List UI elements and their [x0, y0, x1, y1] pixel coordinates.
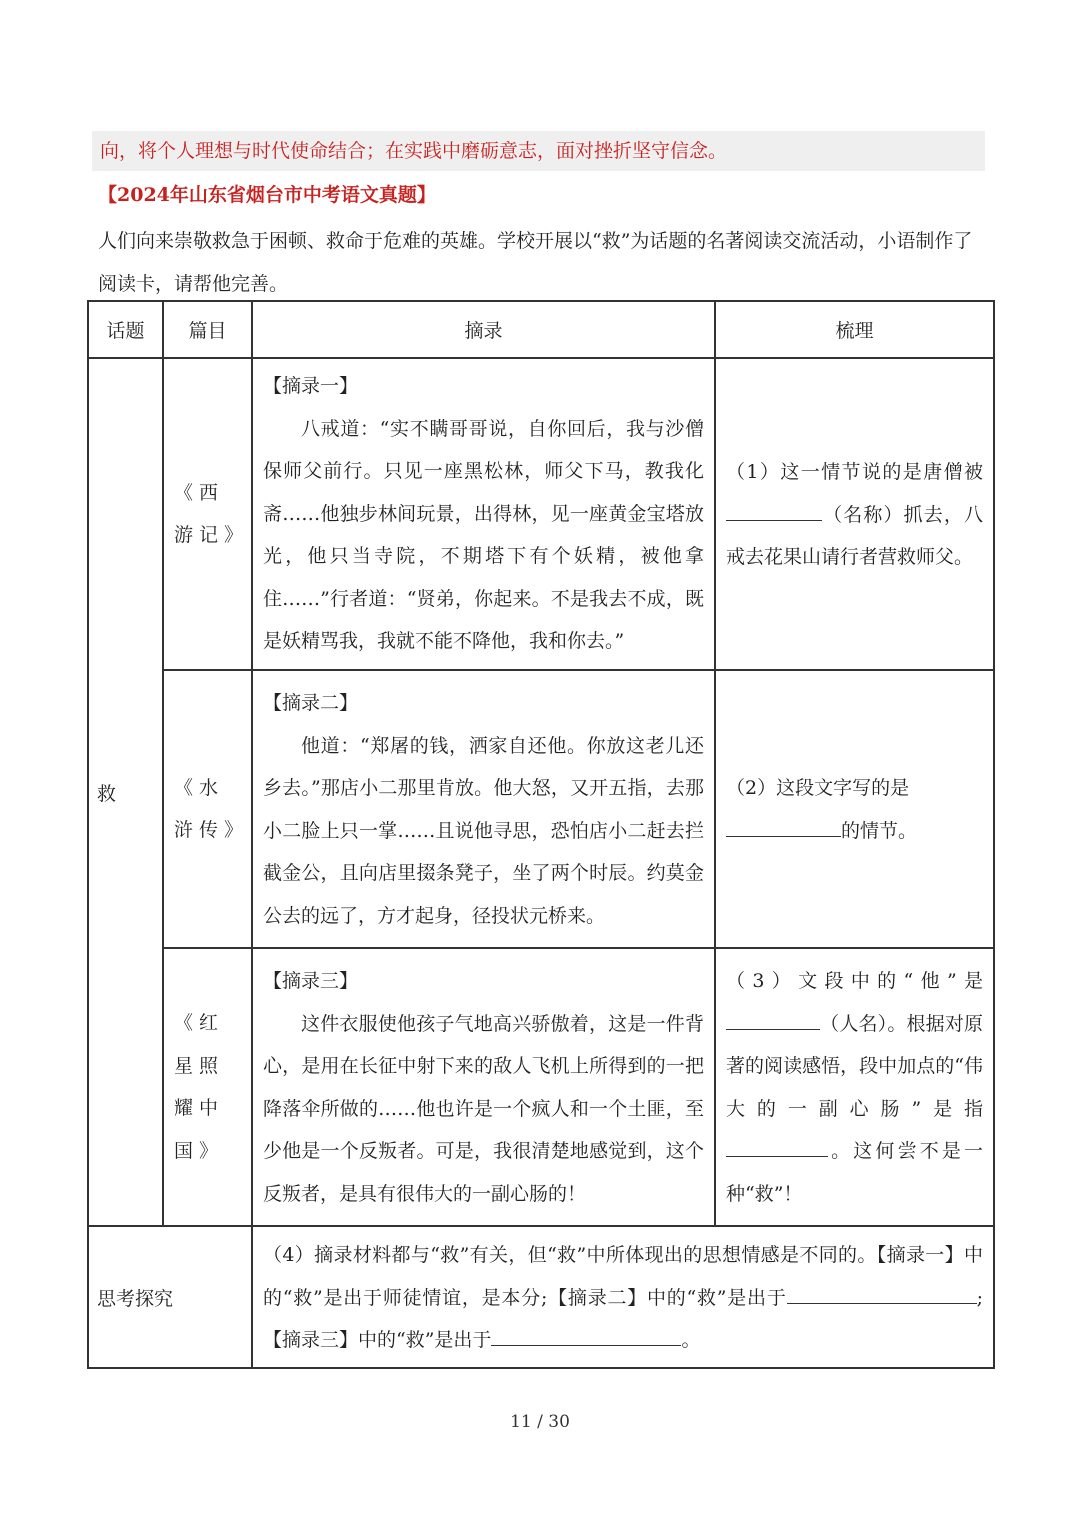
question-1-text-end: （名称）抓去，八戒去花果山请行者营救师父。	[726, 503, 983, 568]
analysis-cell-1	[716, 451, 993, 579]
topic-cell: 救	[97, 782, 117, 805]
header-book: 篇目	[188, 320, 227, 342]
excerpt-label: 【摘录三】	[263, 970, 359, 992]
question-4-text: （4）摘录材料都与“救”有关，但“救”中所体现出的思想情感是不同的。【摘录一】中的“救”是出于师徒情谊，是本分;【摘录二】中的“救”是出于	[263, 1244, 983, 1309]
answer-blank-4a[interactable]	[787, 1281, 977, 1304]
header-analysis: 梳理	[835, 320, 874, 342]
reflection-cell	[253, 1234, 993, 1362]
page-number: 11 / 30	[510, 1412, 570, 1432]
question-2-text: （2）这段文字写的是	[726, 777, 910, 799]
book-cell-journey-west	[164, 359, 251, 669]
excerpt-cell-3	[253, 960, 714, 1215]
question-3-text: （3）文段中的“他”是	[726, 970, 983, 992]
reflection-label: 思考探究	[97, 1287, 174, 1310]
question-3-text-mid: （人名）。根据对原著的阅读感悟，段中加点的“伟大的一副心肠”是指	[726, 1012, 983, 1120]
intro-paragraph: 人们向来崇敬救急于困顿、救命于危难的英雄。学校开展以“救”为话题的名著阅读交流活动，小语制作了阅读卡，请帮他完善。	[98, 230, 973, 295]
excerpt-cell-2	[253, 682, 714, 937]
question-2-text-end: 的情节。	[841, 819, 918, 842]
excerpt-label: 【摘录一】	[263, 375, 359, 397]
question-4-text-end: 。	[681, 1329, 701, 1351]
answer-blank-4b[interactable]	[491, 1323, 681, 1346]
excerpt-text: 这件衣服使他孩子气地高兴骄傲着，这是一件背心，是用在长征中射下来的敌人飞机上所得到的一把降落伞所做的……他也许是一个疯人和一个土匪，至少他是一个反叛者。可是，我很清楚地感觉到，这个反叛者，是具有很伟大的一副心肠的！	[263, 1012, 704, 1205]
header-excerpt: 摘录	[464, 320, 503, 342]
excerpt-cell-1	[253, 365, 714, 663]
excerpt-text: 八戒道：“实不瞒哥哥说，自你回后，我与沙僧保师父前行。只见一座黑松林，师父下马，教我化斋……他独步林间玩景，出得林，见一座黄金宝塔放光，他只当寺院，不期塔下有个妖精，被他拿住……”行者道：“贤弟，你起来。不是我去不成，既是妖精骂我，我就不能不降他，我和你去。”	[263, 417, 704, 652]
header-topic: 话题	[106, 320, 145, 342]
analysis-cell-3	[716, 960, 993, 1215]
answer-blank-3b[interactable]	[726, 1134, 828, 1157]
book-cell-water-margin	[164, 671, 251, 947]
highlight-banner: 向，将个人理想与时代使命结合；在实践中磨砺意志，面对挫折坚守信念。	[92, 131, 985, 171]
book-cell-red-star	[164, 949, 251, 1225]
question-1-text: （1）这一情节说的是唐僧被	[726, 461, 983, 483]
answer-blank-3a[interactable]	[726, 1007, 820, 1030]
source-title: 【2024年山东省烟台市中考语文真题】	[98, 184, 436, 206]
excerpt-label: 【摘录二】	[263, 692, 359, 714]
answer-blank-1[interactable]	[726, 498, 822, 521]
book-title: 《水浒传》	[174, 776, 250, 841]
question-4-text-mid: ;【摘录三】中的“救”是出于	[263, 1286, 983, 1351]
book-title: 《西游记》	[174, 481, 250, 546]
analysis-cell-2	[716, 767, 993, 852]
answer-blank-2[interactable]	[726, 814, 841, 837]
book-title: 《红星照耀中国》	[174, 1012, 225, 1162]
question-3-text-end: 。这何尝不是一种“救”！	[726, 1140, 983, 1205]
excerpt-text: 他道：“郑屠的钱，洒家自还他。你放这老儿还乡去。”那店小二那里肯放。他大怒，又开五指，去那小二脸上只一掌……且说他寻思，恐怕店小二赶去拦截金公，且向店里掇条凳子，坐了两个时辰。约莫金公去的远了，方才起身，径投状元桥来。	[263, 734, 704, 927]
